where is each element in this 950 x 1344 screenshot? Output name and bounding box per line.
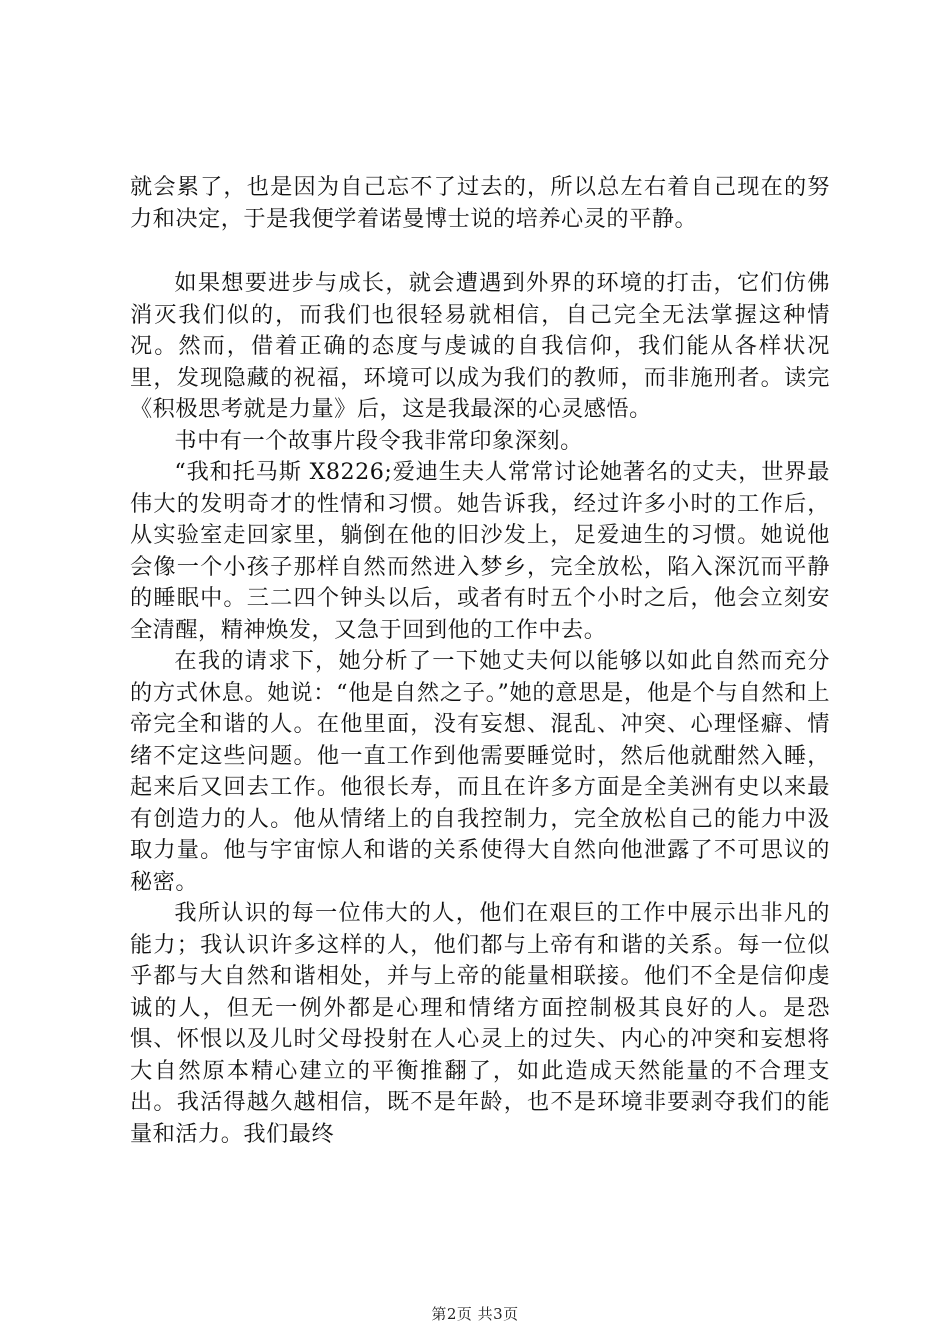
text-block-main xyxy=(130,268,830,1150)
page-footer: 第2页 共3页 xyxy=(431,1305,519,1323)
paragraph: 我所认识的每一位伟大的人，他们在艰巨的工作中展示出非凡的能力；我认识许多这样的人，他们都与上帝有和谐的关系。每一位似乎都与大自然和谐相处，并与上帝的能量相联接。他们不全是信仰虔诚的人，但无一例外都是心理和情绪方面控制极其良好的人。是恐惧、怀恨以及儿时父母投射在人心灵上的过失、内心的冲突和妄想将大自然原本精心建立的平衡推翻了，如此造成天然能量的不合理支出。我活得越久越相信，既不是年龄，也不是环境非要剥夺我们的能量和活力。我们最终 xyxy=(130,900,830,1147)
paragraph: 在我的请求下，她分析了一下她丈夫何以能够以如此自然而充分的方式休息。她说：“他是自然之子。”她的意思是，他是个与自然和上帝完全和谐的人。在他里面，没有妄想、混乱、冲突、心理怪癖、情绪不定这些问题。他一直工作到他需要睡觉时，然后他就酣然入睡，起来后又回去工作。他很长寿，而且在许多方面是全美洲有史以来最有创造力的人。他从情绪上的自我控制力，完全放松自己的能力中汲取力量。他与宇宙惊人和谐的关系使得大自然向他泄露了不可思议的秘密。 xyxy=(130,648,830,895)
top-paragraph: 就会累了，也是因为自己忘不了过去的，所以总左右着自己现在的努力和决定，于是我便学着诺曼博士说的培养心灵的平静。 xyxy=(130,174,830,232)
text-block-top xyxy=(130,172,830,235)
paragraph: 如果想要进步与成长，就会遭遇到外界的环境的打击，它们仿佛消灭我们似的，而我们也很轻易就相信，自己完全无法掌握这种情况。然而，借着正确的态度与虔诚的自我信仰，我们能从各样状况里，发现隐藏的祝福，环境可以成为我们的教师，而非施刑者。读完《积极思考就是力量》后，这是我最深的心灵感悟。 xyxy=(130,270,830,422)
paragraph: “我和托马斯 X8226;爱迪生夫人常常讨论她著名的丈夫，世界最伟大的发明奇才的性情和习惯。她告诉我，经过许多小时的工作后，从实验室走回家里，躺倒在他的旧沙发上，足爱迪生的习惯。她说他会像一个小孩子那样自然而然进入梦乡，完全放松，陷入深沉而平静的睡眠中。三二四个钟头以后，或者有时五个小时之后，他会立刻安全清醒，精神焕发，又急于回到他的工作中去。 xyxy=(130,459,830,643)
paragraph: 书中有一个故事片段令我非常印象深刻。 xyxy=(174,427,583,454)
